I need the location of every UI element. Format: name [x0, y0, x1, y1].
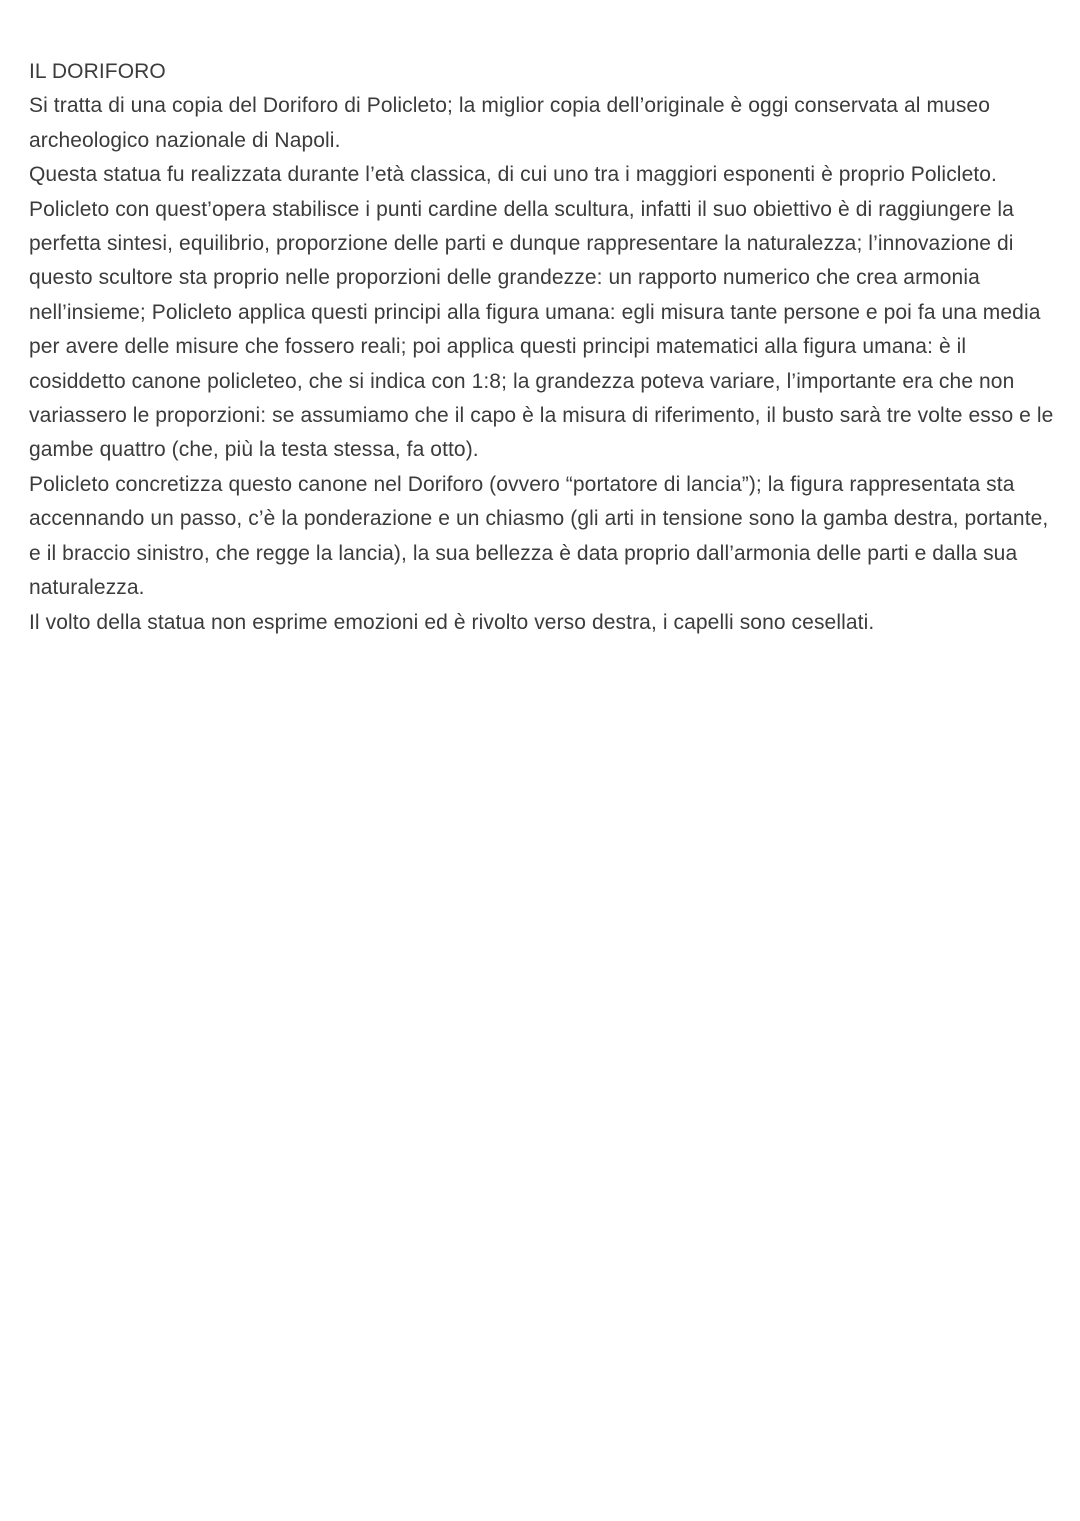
- paragraph-classical-age: Questa statua fu realizzata durante l’età classica, di cui uno tra i maggiori esponenti è proprio Policleto.: [29, 163, 997, 187]
- note-title: IL DORIFORO: [29, 60, 166, 83]
- note-body[interactable]: [29, 55, 1064, 640]
- paragraph-canon: Policleto con quest’opera stabilisce i punti cardine della scultura, infatti il suo obiettivo è di raggiungere la perfetta sintesi, equilibrio, proporzione delle parti e dunque rappresentare la naturalezza; l’innovazione di questo scultore sta proprio nelle proporzioni delle grandezze: un rapporto numerico che crea armonia nell’insieme; Policleto applica questi principi alla figura umana: egli misura tante persone e poi fa una media per avere delle misure che fossero reali; poi applica questi principi matematici alla figura umana: è il cosiddetto canone policleteo, che si indica con 1:8; la grandezza poteva variare, l’importante era che non variassero le proporzioni: se assumiamo che il capo è la misura di riferimento, il busto sarà tre volte esso e le gambe quattro (che, più la testa stessa, fa otto).: [29, 197, 1054, 462]
- paragraph-copy-origin: Si tratta di una copia del Doriforo di Policleto; la miglior copia dell’originale è oggi conservata al museo archeologico nazionale di Napoli.: [29, 94, 990, 152]
- paragraph-face: Il volto della statua non esprime emozioni ed è rivolto verso destra, i capelli sono cesellati.: [29, 610, 875, 634]
- paragraph-doriforo: Policleto concretizza questo canone nel Doriforo (ovvero “portatore di lancia”); la figura rappresentata sta accennando un passo, c’è la ponderazione e un chiasmo (gli arti in tensione sono la gamba destra, portante, e il braccio sinistro, che regge la lancia), la sua bellezza è data proprio dall’armonia delle parti e dalla sua naturalezza.: [29, 472, 1049, 600]
